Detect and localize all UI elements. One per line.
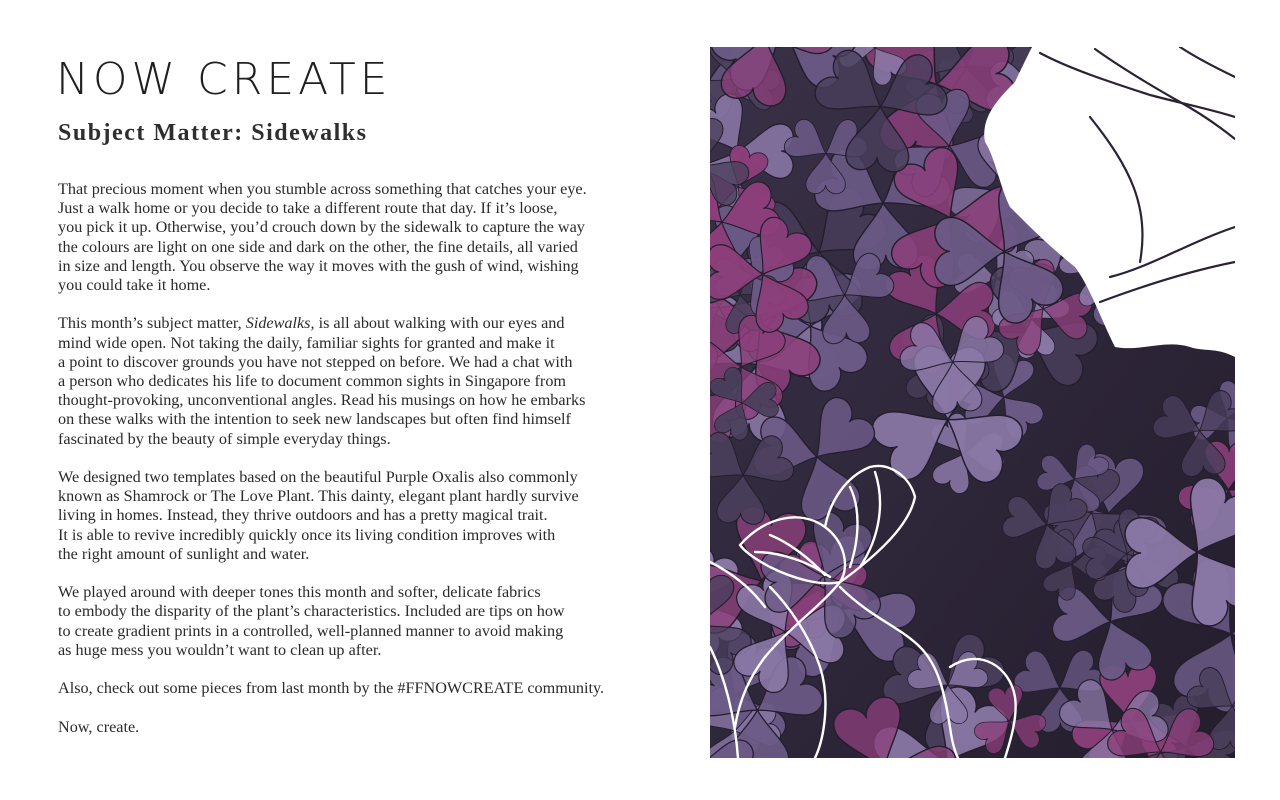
paragraph-intro (58, 180, 668, 295)
text-line: We played around with deeper tones this month and softer, delicate fabrics (58, 583, 541, 602)
paragraph-subject-matter (58, 314, 668, 448)
text-line: to create gradient prints in a controlled, well-planned manner to avoid making (58, 621, 564, 640)
text-line: We designed two templates based on the beautiful Purple Oxalis also commonly (58, 468, 578, 487)
text-line: living in homes. Instead, they thrive outdoors and has a pretty magical trait. (58, 506, 548, 525)
text-line: known as Shamrock or The Love Plant. This dainty, elegant plant hardly survive (58, 487, 579, 506)
paragraph-tones (58, 583, 668, 660)
text-line: the right amount of sunlight and water. (58, 544, 310, 563)
page-title: NOW CREATE (56, 54, 392, 105)
text-line: thought-provoking, unconventional angles. Read his musings on how he embarks (58, 391, 586, 410)
text-line (58, 314, 668, 333)
article-body (58, 180, 668, 756)
text-line: Now, create. (58, 717, 140, 736)
oxalis-photo (710, 47, 1235, 758)
text-line: as huge mess you wouldn’t want to clean up after. (58, 640, 382, 659)
text-line: Also, check out some pieces from last month by the #FFNOWCREATE community. (58, 679, 605, 698)
text-line: you pick it up. Otherwise, you’d crouch down by the sidewalk to capture the way (58, 218, 585, 237)
paragraph-community (58, 679, 668, 698)
text-run: This month’s subject matter, (58, 314, 246, 333)
text-line: It is able to revive incredibly quickly once its living condition improves with (58, 525, 556, 544)
text-line: fascinated by the beauty of simple everyday things. (58, 429, 391, 448)
text-line: a person who dedicates his life to document common sights in Singapore from (58, 372, 567, 391)
text-line: mind wide open. Not taking the daily, familiar sights for granted and make it (58, 333, 555, 352)
oxalis-illustration (710, 47, 1235, 758)
paragraph-closing (58, 718, 668, 737)
text-line: to embody the disparity of the plant’s characteristics. Included are tips on how (58, 602, 565, 621)
text-line: That precious moment when you stumble across something that catches your eye. (58, 180, 587, 198)
text-line: you could take it home. (58, 276, 211, 295)
text-line: in size and length. You observe the way it moves with the gush of wind, wishing (58, 256, 579, 275)
text-line: Just a walk home or you decide to take a different route that day. If it’s loose, (58, 199, 558, 218)
text-line: the colours are light on one side and dark on the other, the fine details, all varied (58, 237, 578, 256)
text-line: on these walks with the intention to seek new landscapes but often find himself (58, 410, 571, 429)
text-line: a point to discover grounds you have not stepped on before. We had a chat with (58, 352, 573, 371)
italic-subject-name: Sidewalks, (245, 314, 315, 333)
text-run: is all about walking with our eyes and (314, 314, 565, 333)
page-subtitle: Subject Matter: Sidewalks (58, 120, 368, 146)
paragraph-templates (58, 468, 668, 564)
